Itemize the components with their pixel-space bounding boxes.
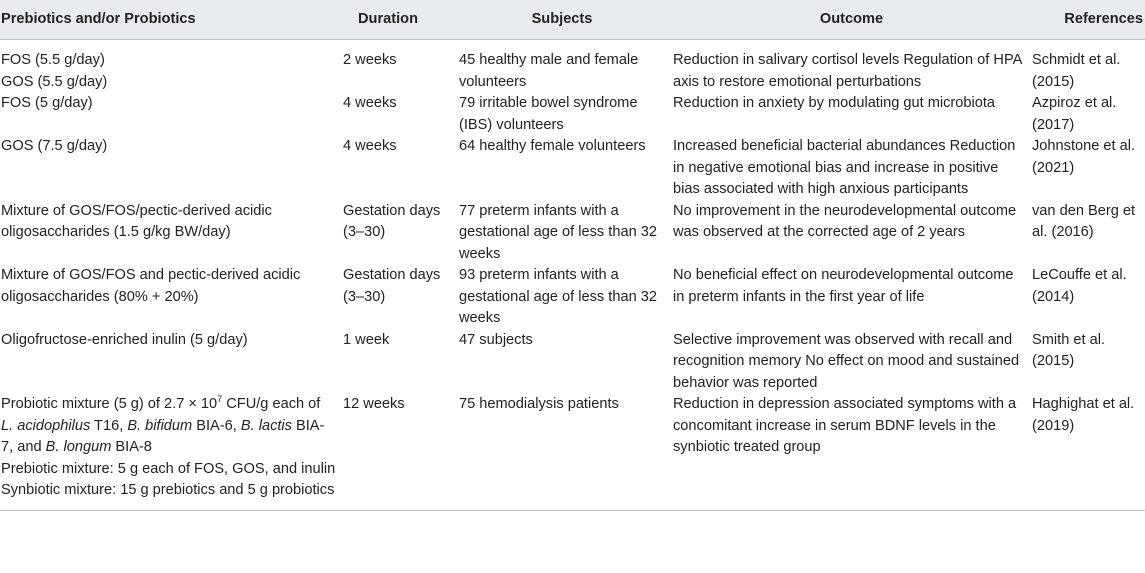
reference-cell: Schmidt et al. (2015)	[1032, 52, 1121, 90]
species-name: B. bifidum	[127, 417, 193, 434]
outcome-cell: Selective improvement was observed with recall and recognition memory No effect on mood and sustained behavior was reported	[673, 331, 1020, 391]
header-agent: Prebiotics and/or Probiotics	[0, 0, 342, 40]
agent-line: Mixture of GOS/FOS/pectic-derived acidic oligosaccharides (1.5 g/kg BW/day)	[1, 202, 272, 240]
table-row	[0, 40, 1145, 94]
reference-cell: Haghighat et al. (2019)	[1032, 394, 1145, 510]
text-span: CFU/g each of	[222, 396, 321, 412]
agent-cell	[0, 201, 342, 266]
table-row	[0, 394, 1145, 510]
agent-line: GOS (7.5 g/day)	[1, 138, 108, 154]
table-row	[0, 265, 1145, 330]
text-span: BIA-7, and	[1, 417, 325, 455]
subjects-cell: 45 healthy male and female volunteers	[459, 52, 639, 90]
species-name: L. acidophilus	[1, 417, 91, 434]
duration-cell: 4 weeks	[343, 138, 397, 154]
subjects-cell: 79 irritable bowel syndrome (IBS) volunteers	[459, 95, 638, 133]
agent-line: FOS (5.5 g/day)	[1, 52, 105, 68]
exponent: 7	[217, 394, 223, 405]
duration-cell: 12 weeks	[342, 394, 453, 510]
table-row	[0, 330, 1145, 395]
agent-line: GOS (5.5 g/day)	[1, 73, 108, 90]
header-references: References	[1032, 0, 1145, 40]
outcome-cell: No improvement in the neurodevelopmental outcome was observed at the corrected age of 2 years	[673, 202, 1017, 240]
text-span: T16,	[90, 417, 128, 434]
duration-cell: Gestation days (3–30)	[343, 267, 441, 305]
table-row	[0, 136, 1145, 201]
duration-cell: 1 week	[343, 331, 390, 348]
reference-cell: Smith et al. (2015)	[1032, 331, 1105, 369]
probiotic-mixture-line	[1, 394, 336, 459]
reference-cell: Azpiroz et al. (2017)	[1032, 95, 1117, 133]
duration-cell: Gestation days (3–30)	[343, 202, 441, 240]
agent-cell	[0, 265, 342, 330]
text-span: Probiotic mixture (5 g) of 2.7 × 10	[1, 396, 218, 412]
header-duration: Duration	[342, 0, 453, 40]
species-name: B. lactis	[240, 417, 292, 434]
agent-line: FOS (5 g/day)	[1, 95, 93, 111]
reference-cell: Johnstone et al. (2021)	[1032, 138, 1136, 176]
outcome-cell: No beneficial effect on neurodevelopmental outcome in preterm infants in the first year of life	[673, 267, 1014, 305]
outcome-cell: Reduction in anxiety by modulating gut microbiota	[673, 95, 996, 111]
text-span: BIA-6,	[192, 417, 241, 434]
text-span: BIA-8	[111, 439, 152, 455]
duration-cell: 4 weeks	[343, 95, 397, 111]
reference-cell: LeCouffe et al. (2014)	[1032, 267, 1127, 305]
table-row	[0, 93, 1145, 136]
subjects-cell: 64 healthy female volunteers	[459, 138, 646, 154]
subjects-cell: 93 preterm infants with a gestational age of less than 32 weeks	[459, 267, 657, 326]
agent-cell	[0, 136, 342, 201]
outcome-cell: Increased beneficial bacterial abundances Reduction in negative emotional bias and increase in positive bias associated with high anxious participants	[673, 138, 1016, 197]
duration-cell: 2 weeks	[343, 52, 397, 68]
table-row	[0, 201, 1145, 266]
header-outcome: Outcome	[671, 0, 1032, 40]
agent-line: Mixture of GOS/FOS and pectic-derived acidic oligosaccharides (80% + 20%)	[1, 267, 301, 305]
agent-line: Synbiotic mixture: 15 g prebiotics and 5 g probiotics	[1, 482, 335, 498]
outcome-cell: Reduction in depression associated symptoms with a concomitant increase in serum BDNF levels in the synbiotic treated group	[671, 394, 1032, 510]
reference-cell: van den Berg et al. (2016)	[1032, 202, 1136, 240]
species-name: B. longum	[45, 439, 112, 455]
agent-line: Prebiotic mixture: 5 g each of FOS, GOS, and inulin	[1, 460, 336, 477]
agent-cell	[0, 40, 342, 94]
agent-cell	[0, 93, 342, 136]
subjects-cell: 47 subjects	[459, 331, 533, 348]
outcome-cell: Reduction in salivary cortisol levels Regulation of HPA axis to restore emotional perturbations	[673, 52, 1022, 90]
agent-cell	[0, 330, 342, 395]
header-row	[0, 0, 1145, 40]
table-header	[0, 0, 1145, 40]
agent-line: Oligofructose-enriched inulin (5 g/day)	[1, 331, 248, 348]
table-body	[0, 40, 1145, 511]
header-subjects: Subjects	[453, 0, 671, 40]
subjects-cell: 77 preterm infants with a gestational age of less than 32 weeks	[459, 202, 657, 262]
subjects-cell: 75 hemodialysis patients	[453, 394, 671, 510]
agent-cell	[0, 394, 342, 510]
